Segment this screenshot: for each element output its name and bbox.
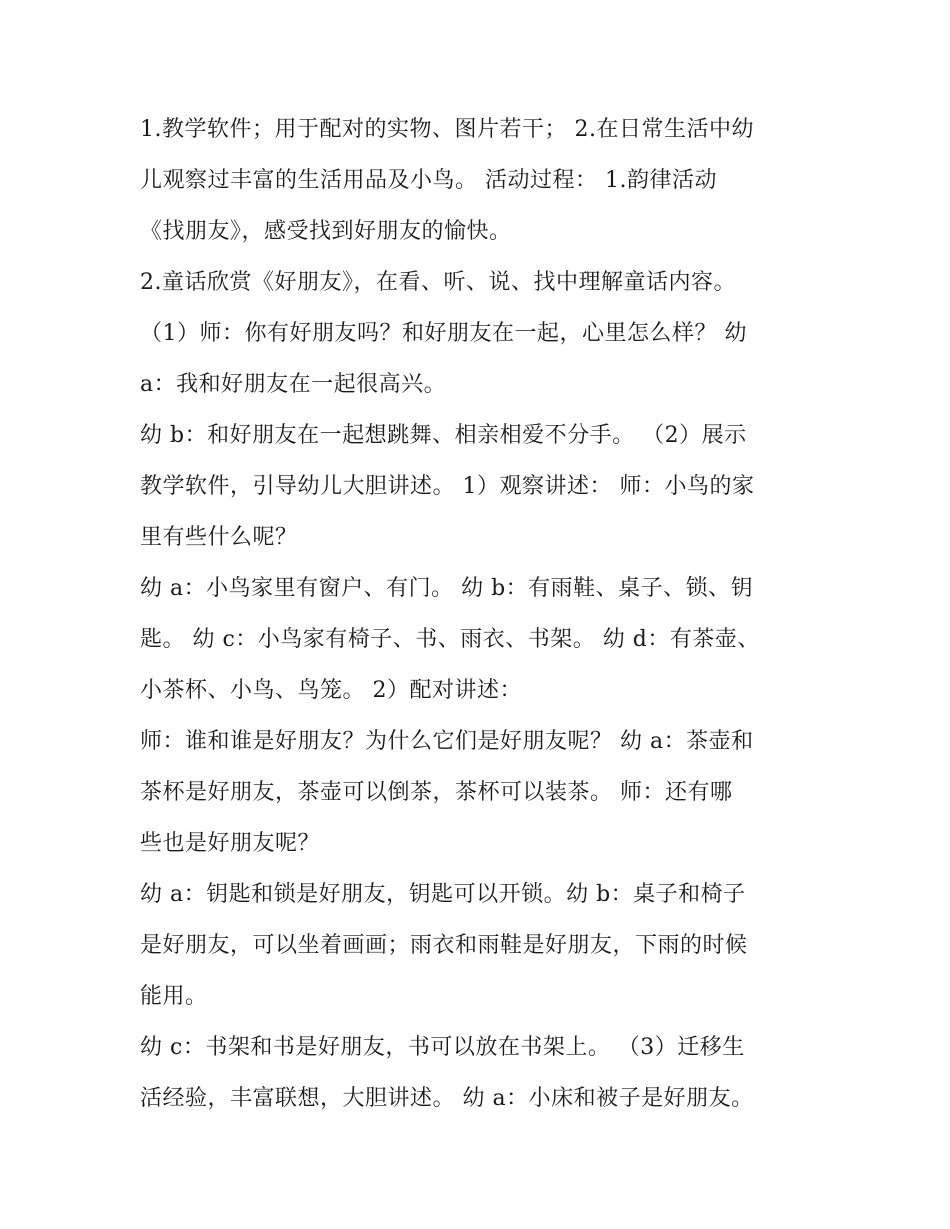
text-line: 活经验，丰富联想，大胆讲述。 幼 a：小床和被子是好朋友。 bbox=[140, 1086, 754, 1111]
text-line: 幼 a：小鸟家里有窗户、有门。 幼 b：有雨鞋、桌子、锁、钥 bbox=[140, 576, 754, 601]
text-line: 幼 a：钥匙和锁是好朋友，钥匙可以开锁。幼 b：桌子和椅子 bbox=[140, 882, 746, 907]
text-line: 《找朋友》，感受找到好朋友的愉快。 bbox=[140, 219, 512, 244]
text-line: 些也是好朋友呢？ bbox=[140, 831, 321, 856]
text-line: 教学软件，引导幼儿大胆讲述。 1）观察讲述： 师：小鸟的家 bbox=[140, 474, 755, 499]
text-line: 是好朋友，可以坐着画画；雨衣和雨鞋是好朋友，下雨的时候 bbox=[140, 933, 748, 958]
text-line: 能用。 bbox=[140, 984, 208, 1009]
text-line: 师：谁和谁是好朋友？为什么它们是好朋友呢？ 幼 a：茶壶和 bbox=[140, 729, 754, 754]
text-line: 2.童话欣赏《好朋友》，在看、听、说、找中理解童话内容。 bbox=[140, 270, 736, 295]
text-line: 幼 c：书架和书是好朋友，书可以放在书架上。 （3）迁移生 bbox=[140, 1035, 745, 1060]
text-line: 儿观察过丰富的生活用品及小鸟。 活动过程： 1.韵律活动 bbox=[140, 168, 717, 193]
text-line: （1）师：你有好朋友吗？和好朋友在一起，心里怎么样？ 幼 bbox=[140, 321, 747, 346]
text-line: 里有些什么呢？ bbox=[140, 525, 298, 550]
text-line: 1.教学软件；用于配对的实物、图片若干； 2.在日常生活中幼 bbox=[140, 117, 754, 142]
text-line: a：我和好朋友在一起很高兴。 bbox=[140, 372, 447, 397]
text-line: 幼 b：和好朋友在一起想跳舞、相亲相爱不分手。 （2）展示 bbox=[140, 423, 747, 448]
text-line: 小茶杯、小鸟、鸟笼。 2）配对讲述： bbox=[140, 678, 522, 703]
body-text bbox=[140, 104, 830, 1124]
text-line: 茶杯是好朋友，茶壶可以倒茶，茶杯可以装茶。 师：还有哪 bbox=[140, 780, 733, 805]
text-line: 匙。 幼 c：小鸟家有椅子、书、雨衣、书架。 幼 d：有茶壶、 bbox=[140, 627, 760, 652]
